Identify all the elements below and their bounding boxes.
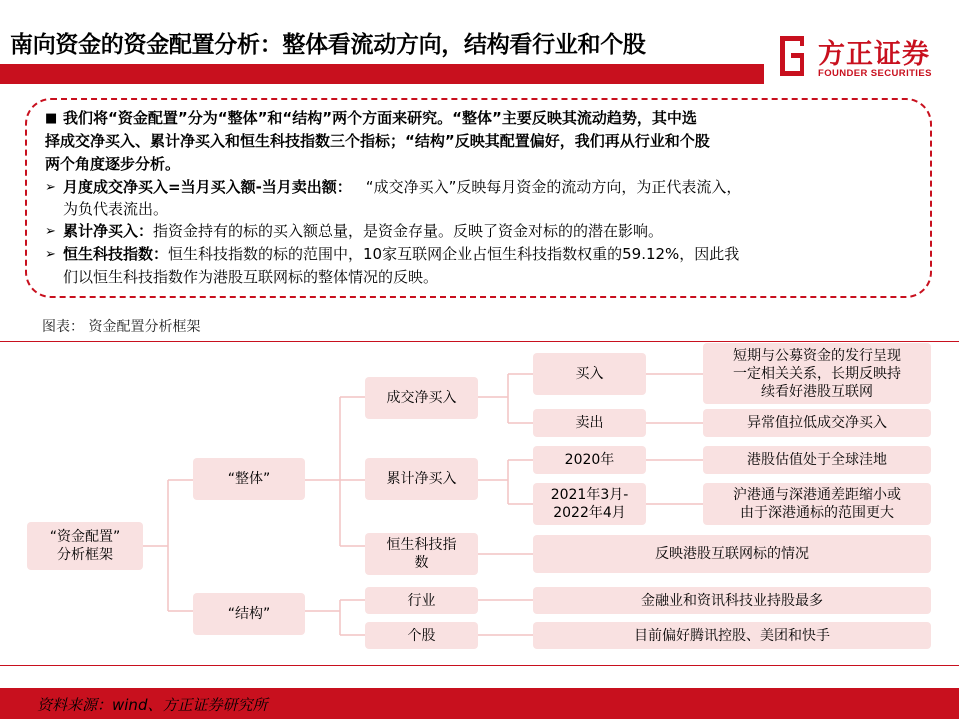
bullet-term: 月度成交净买入=当月买入额-当月卖出额： [63,178,352,196]
logo-english-name: FOUNDER SECURITIES [818,68,932,79]
bullet-text: 们以恒生科技指数作为港股互联网标的整体情况的反映。 [63,268,439,286]
bullet-text: 恒生科技指数的标的范围中，10家互联网企业占恒生科技指数权重的59.12%，因此我 [168,245,740,263]
bullet-term: 恒生科技指数： [63,245,169,263]
node-label: 续看好港股互联网 [761,383,873,400]
node-year-2020: 2020年 [533,446,646,474]
node-label: 2021年3月- [550,487,629,503]
node-overall: “整体” [193,458,305,500]
bullet-text: “成交净买入”反映每月资金的流动方向，为正代表流入， [365,178,742,196]
node-label: “资金配置” [49,529,121,545]
node-label: 短期与公募资金的发行呈现 [733,347,901,364]
node-net-buy: 成交净买入 [365,377,478,419]
node-label: 沪港通与深港通差距缩小或 [733,487,901,503]
arrow-bullet-icon: ➢ [45,180,56,195]
node-buy: 买入 [533,353,646,395]
node-industry: 行业 [365,587,478,614]
desc-buy [703,343,931,404]
node-label: 2022年4月 [553,505,626,521]
node-structure: “结构” [193,593,305,635]
node-label: 分析框架 [56,547,113,563]
intro-line: 择成交净买入、累计净买入和恒生科技指数三个指标；“结构”反映其配置偏好，我们再从行业和个股 [45,132,710,150]
node-framework-root [27,522,143,570]
intro-line: 两个角度逐步分析。 [45,155,181,173]
node-period-2021-2022 [533,483,646,525]
node-label: 由于深港通标的范围更大 [740,505,894,521]
desc-sell: 异常值拉低成交净买入 [703,409,931,437]
node-cum-net-buy: 累计净买入 [365,458,478,500]
intro-line: 我们将“资金配置”分为“整体”和“结构”两个方面来研究。“整体”主要反映其流动趋势，其中选 [63,109,697,127]
node-label: 恒生科技指 [386,537,457,553]
node-hstech-index [365,533,478,575]
footer-source: 资料来源：wind、方正证券研究所 [37,696,268,714]
square-bullet-icon: ■ [45,111,58,126]
desc-period [703,483,931,525]
node-label: 一定相关关系，长期反映持 [733,365,901,382]
page-title: 南向资金的资金配置分析：整体看流动方向，结构看行业和个股 [10,32,646,58]
node-stock: 个股 [365,622,478,649]
arrow-bullet-icon: ➢ [45,224,56,239]
desc-industry: 金融业和资讯科技业持股最多 [533,587,931,614]
bullet-text: 指资金持有的标的买入额总量，是资金存量。反映了资金对标的的潜在影响。 [153,222,664,240]
figure-caption: 图表： 资金配置分析框架 [42,319,201,335]
node-label: 数 [414,555,429,571]
desc-2020: 港股估值处于全球洼地 [703,446,931,474]
desc-stock: 目前偏好腾讯控股、美团和快手 [533,622,931,649]
desc-hstech: 反映港股互联网标的情况 [533,535,931,573]
bullet-text: 为负代表流出。 [63,200,169,218]
arrow-bullet-icon: ➢ [45,247,56,262]
bullet-term: 累计净买入： [63,222,154,240]
node-sell: 卖出 [533,409,646,437]
logo-chinese-name: 方正证券 [818,39,930,70]
